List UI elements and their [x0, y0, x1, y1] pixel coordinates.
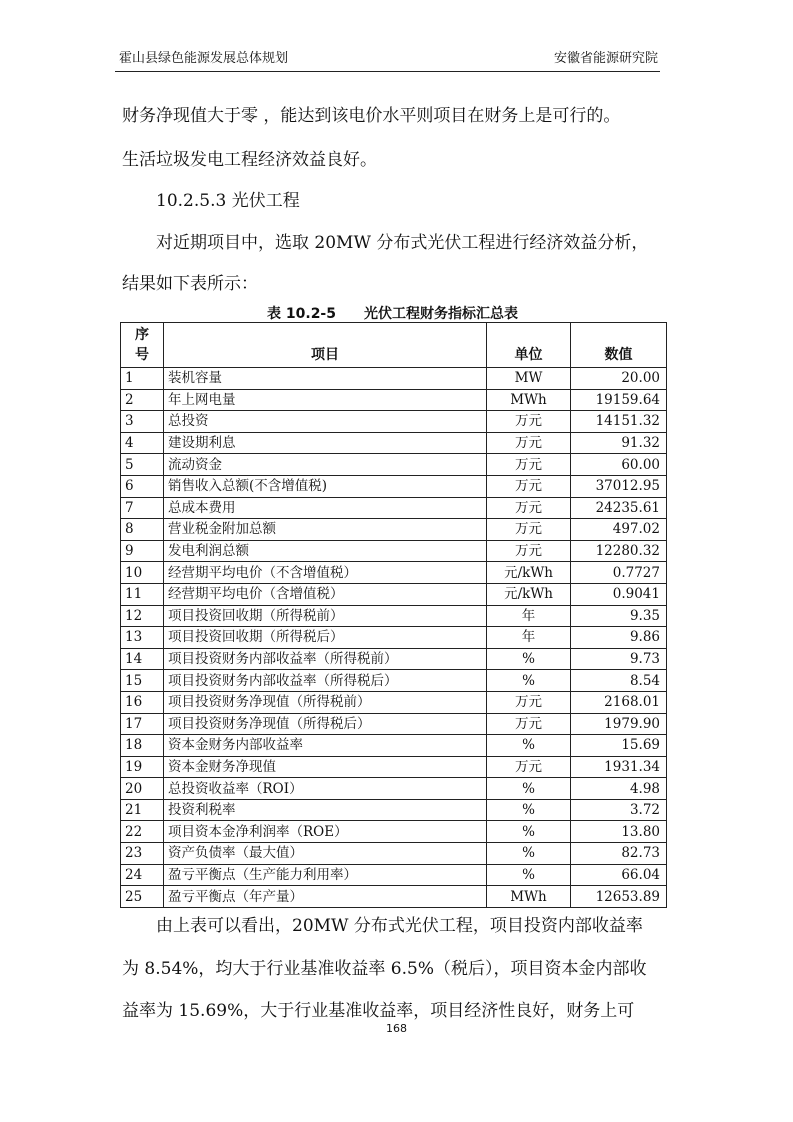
table-row — [121, 670, 667, 692]
table-row — [121, 389, 667, 411]
unit-cell: % — [487, 778, 571, 800]
unit-cell: 万元 — [487, 691, 571, 713]
financial-indicators-table — [120, 322, 667, 908]
unit-cell: MW — [487, 368, 571, 390]
item-name-cell: 项目投资财务内部收益率（所得税后） — [164, 670, 487, 692]
unit-cell: 万元 — [487, 432, 571, 454]
row-number-cell: 14 — [121, 648, 164, 670]
table-row — [121, 432, 667, 454]
section-heading: 10.2.5.3 光伏工程 — [156, 191, 300, 211]
unit-cell: % — [487, 670, 571, 692]
table-header-row — [121, 323, 667, 368]
row-number-cell: 8 — [121, 519, 164, 541]
unit-cell: 万元 — [487, 454, 571, 476]
item-name-cell: 销售收入总额(不含增值税) — [164, 475, 487, 497]
table-row — [121, 497, 667, 519]
paragraph-line: 生活垃圾发电工程经济效益良好。 — [122, 150, 377, 170]
table-caption: 表 10.2-5 光伏工程财务指标汇总表 — [267, 306, 518, 322]
table-row — [121, 886, 667, 908]
header-divider — [115, 71, 660, 72]
item-name-cell: 项目投资财务内部收益率（所得税前） — [164, 648, 487, 670]
value-cell: 20.00 — [571, 368, 667, 390]
row-number-cell: 3 — [121, 411, 164, 433]
row-number-cell: 10 — [121, 562, 164, 584]
item-name-cell: 盈亏平衡点（年产量） — [164, 886, 487, 908]
item-name-cell: 项目投资财务净现值（所得税前） — [164, 691, 487, 713]
table-row — [121, 519, 667, 541]
unit-cell: 万元 — [487, 519, 571, 541]
unit-cell: 元/kWh — [487, 562, 571, 584]
item-name-cell: 经营期平均电价（不含增值税） — [164, 562, 487, 584]
value-cell: 9.86 — [571, 627, 667, 649]
table-row — [121, 605, 667, 627]
unit-cell: 万元 — [487, 540, 571, 562]
value-cell: 0.7727 — [571, 562, 667, 584]
row-number-cell: 19 — [121, 756, 164, 778]
item-name-cell: 盈亏平衡点（生产能力利用率） — [164, 864, 487, 886]
unit-cell: % — [487, 864, 571, 886]
value-cell: 8.54 — [571, 670, 667, 692]
table-row — [121, 454, 667, 476]
value-cell: 1979.90 — [571, 713, 667, 735]
header-document-title: 霍山县绿色能源发展总体规划 — [119, 51, 289, 66]
paragraph-line: 财务净现值大于零 ，能达到该电价水平则项目在财务上是可行的。 — [122, 106, 621, 126]
item-name-cell: 装机容量 — [164, 368, 487, 390]
table-row — [121, 713, 667, 735]
item-name-cell: 流动资金 — [164, 454, 487, 476]
value-cell: 14151.32 — [571, 411, 667, 433]
unit-cell: MWh — [487, 886, 571, 908]
row-number-cell: 4 — [121, 432, 164, 454]
table-row — [121, 368, 667, 390]
value-cell: 12653.89 — [571, 886, 667, 908]
value-cell: 3.72 — [571, 799, 667, 821]
item-name-cell: 总成本费用 — [164, 497, 487, 519]
table-row — [121, 735, 667, 757]
item-name-cell: 营业税金附加总额 — [164, 519, 487, 541]
value-cell: 13.80 — [571, 821, 667, 843]
table-row — [121, 843, 667, 865]
item-name-cell: 项目资本金净利润率（ROE） — [164, 821, 487, 843]
item-name-cell: 项目投资财务净现值（所得税后） — [164, 713, 487, 735]
table-row — [121, 540, 667, 562]
table-row — [121, 799, 667, 821]
table-row — [121, 475, 667, 497]
item-name-cell: 建设期利息 — [164, 432, 487, 454]
table-row — [121, 562, 667, 584]
item-name-cell: 投资利税率 — [164, 799, 487, 821]
item-name-cell: 资产负债率（最大值） — [164, 843, 487, 865]
value-cell: 2168.01 — [571, 691, 667, 713]
item-name-cell: 总投资收益率（ROI） — [164, 778, 487, 800]
item-name-cell: 资本金财务净现值 — [164, 756, 487, 778]
value-cell: 37012.95 — [571, 475, 667, 497]
unit-cell: 元/kWh — [487, 583, 571, 605]
value-cell: 12280.32 — [571, 540, 667, 562]
value-cell: 15.69 — [571, 735, 667, 757]
value-cell: 60.00 — [571, 454, 667, 476]
row-number-cell: 11 — [121, 583, 164, 605]
row-number-cell: 25 — [121, 886, 164, 908]
row-number-cell: 22 — [121, 821, 164, 843]
row-number-cell: 20 — [121, 778, 164, 800]
row-number-cell: 12 — [121, 605, 164, 627]
row-number-cell: 5 — [121, 454, 164, 476]
table-row — [121, 756, 667, 778]
table-row — [121, 627, 667, 649]
unit-cell: % — [487, 648, 571, 670]
paragraph-line: 对近期项目中，选取 20MW 分布式光伏工程进行经济效益分析， — [156, 233, 649, 253]
unit-cell: 万元 — [487, 475, 571, 497]
row-number-cell: 7 — [121, 497, 164, 519]
column-header-value: 数值 — [571, 323, 667, 368]
paragraph-line: 由上表可以看出，20MW 分布式光伏工程，项目投资内部收益率 — [156, 916, 643, 936]
table-row — [121, 648, 667, 670]
value-cell: 82.73 — [571, 843, 667, 865]
table-body — [121, 368, 667, 908]
item-name-cell: 资本金财务内部收益率 — [164, 735, 487, 757]
value-cell: 66.04 — [571, 864, 667, 886]
item-name-cell: 总投资 — [164, 411, 487, 433]
row-number-cell: 17 — [121, 713, 164, 735]
row-number-cell: 13 — [121, 627, 164, 649]
row-number-cell: 24 — [121, 864, 164, 886]
row-number-cell: 2 — [121, 389, 164, 411]
item-name-cell: 项目投资回收期（所得税后） — [164, 627, 487, 649]
paragraph-line: 益率为 15.69%，大于行业基准收益率，项目经济性良好，财务上可 — [122, 1001, 635, 1021]
unit-cell: 万元 — [487, 756, 571, 778]
table-row — [121, 411, 667, 433]
value-cell: 91.32 — [571, 432, 667, 454]
row-number-cell: 1 — [121, 368, 164, 390]
item-name-cell: 项目投资回收期（所得税前） — [164, 605, 487, 627]
column-header-no-bottom: 号 — [135, 347, 149, 363]
unit-cell: % — [487, 843, 571, 865]
row-number-cell: 23 — [121, 843, 164, 865]
column-header-no-top: 序 — [135, 327, 149, 343]
value-cell: 19159.64 — [571, 389, 667, 411]
unit-cell: 万元 — [487, 713, 571, 735]
item-name-cell: 经营期平均电价（含增值税） — [164, 583, 487, 605]
item-name-cell: 发电利润总额 — [164, 540, 487, 562]
table-row — [121, 864, 667, 886]
item-name-cell: 年上网电量 — [164, 389, 487, 411]
unit-cell: % — [487, 799, 571, 821]
column-header-item: 项目 — [164, 323, 487, 368]
unit-cell: 年 — [487, 627, 571, 649]
unit-cell: % — [487, 821, 571, 843]
row-number-cell: 6 — [121, 475, 164, 497]
row-number-cell: 16 — [121, 691, 164, 713]
value-cell: 1931.34 — [571, 756, 667, 778]
unit-cell: 万元 — [487, 411, 571, 433]
table-row — [121, 691, 667, 713]
unit-cell: 万元 — [487, 497, 571, 519]
value-cell: 9.35 — [571, 605, 667, 627]
unit-cell: 年 — [487, 605, 571, 627]
value-cell: 4.98 — [571, 778, 667, 800]
column-header-unit: 单位 — [487, 323, 571, 368]
row-number-cell: 9 — [121, 540, 164, 562]
value-cell: 24235.61 — [571, 497, 667, 519]
value-cell: 0.9041 — [571, 583, 667, 605]
column-header-no — [121, 323, 164, 368]
table-row — [121, 821, 667, 843]
row-number-cell: 15 — [121, 670, 164, 692]
table-row — [121, 583, 667, 605]
unit-cell: MWh — [487, 389, 571, 411]
row-number-cell: 21 — [121, 799, 164, 821]
unit-cell: % — [487, 735, 571, 757]
paragraph-line: 结果如下表所示： — [122, 274, 258, 294]
value-cell: 9.73 — [571, 648, 667, 670]
page-number: 168 — [386, 1022, 407, 1035]
paragraph-line: 为 8.54%，均大于行业基准收益率 6.5%（税后），项目资本金内部收 — [122, 959, 647, 979]
page-header — [115, 48, 660, 70]
table-row — [121, 778, 667, 800]
value-cell: 497.02 — [571, 519, 667, 541]
header-institute-name: 安徽省能源研究院 — [553, 51, 658, 66]
row-number-cell: 18 — [121, 735, 164, 757]
